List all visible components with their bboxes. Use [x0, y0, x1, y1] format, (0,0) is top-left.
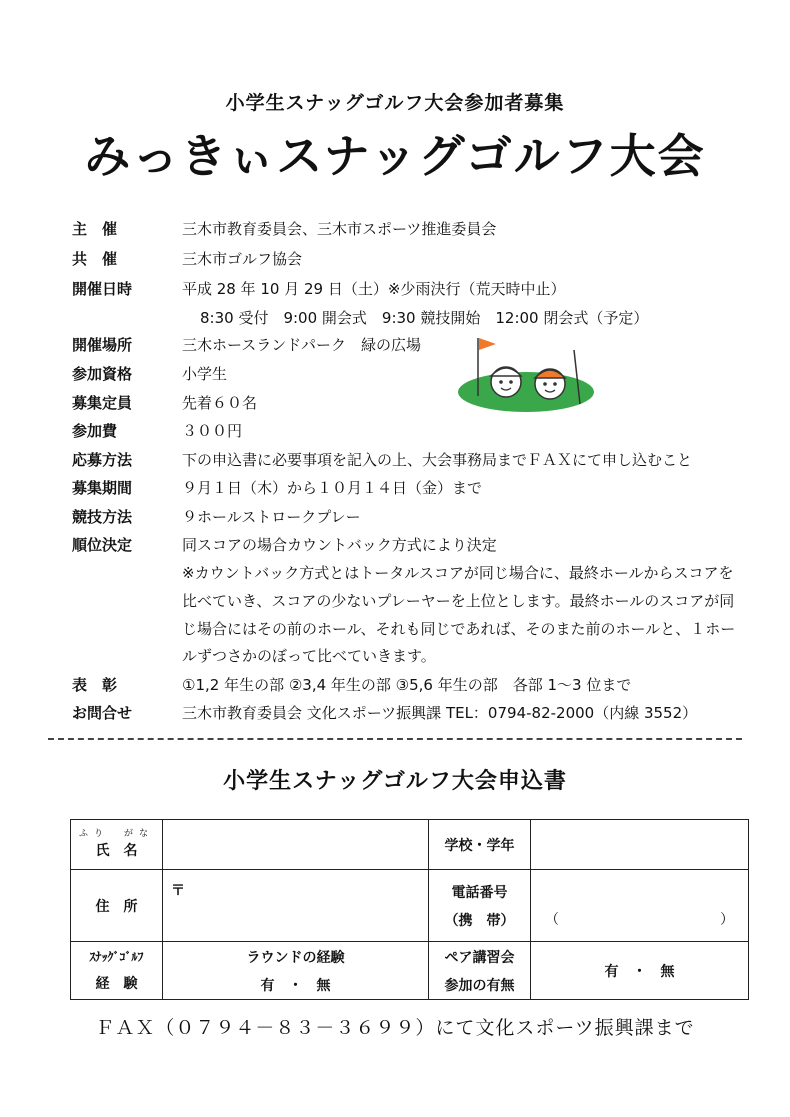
info-label: 開催日時	[72, 280, 133, 298]
name-ruby: ふり がな	[78, 829, 154, 839]
golf-mascots-illustration	[452, 334, 602, 416]
info-label: 募集定員	[72, 394, 133, 412]
postal-mark: 〒	[171, 883, 185, 899]
info-label: 参加資格	[72, 365, 133, 383]
info-label: 参加費	[72, 422, 118, 440]
paren-open: （	[545, 912, 559, 928]
info-label: 応募方法	[72, 451, 133, 469]
application-form	[70, 819, 749, 1000]
page-title: みっきぃスナッグゴルフ大会	[84, 129, 706, 183]
paren-close: ）	[720, 912, 734, 928]
name-input-cell[interactable]	[163, 820, 429, 870]
address-input-cell[interactable]	[163, 870, 429, 942]
flag-icon	[479, 338, 496, 350]
info-value: ①1,2 年生の部 ②3,4 年生の部 ③5,6 年生の部 各部 1～3 位まで	[182, 676, 632, 694]
info-value: 三木市教育委員会 文化スポーツ振興課 TEL：0794-82-2000（内線 3552）	[182, 704, 698, 722]
info-value: 平成 28 年 10 月 29 日（土）※少雨決行（荒天時中止）	[182, 280, 566, 298]
ranking-note-line: ※カウントバック方式とはトータルスコアが同じ場合に、最終ホールからスコアを	[182, 564, 734, 582]
phone-label-cell	[429, 870, 531, 942]
round-experience-cell[interactable]	[163, 942, 429, 1000]
info-value: ３００円	[182, 422, 243, 440]
info-value: 三木市教育委員会、三木市スポーツ推進委員会	[182, 220, 497, 238]
name-label-cell	[71, 820, 163, 870]
info-label: 競技方法	[72, 508, 133, 526]
info-value: 三木ホースランドパーク 緑の広場	[182, 336, 421, 354]
info-label: 順位決定	[72, 536, 133, 554]
info-label: 共 催	[72, 250, 118, 268]
phone-parens	[531, 909, 748, 929]
name-label: 氏 名	[95, 843, 138, 859]
round-yes-no[interactable]: 有 ・ 無	[260, 977, 331, 994]
pair-label2: 参加の有無	[444, 977, 515, 994]
round-label: ラウンドの経験	[246, 949, 345, 966]
info-value: 三木市ゴルフ協会	[182, 250, 303, 268]
info-value: 下の申込書に必要事項を記入の上、大会事務局までＦＡＸにて申し込むこと	[182, 451, 693, 469]
subtitle: 小学生スナッグゴルフ大会参加者募集	[225, 92, 565, 114]
cut-line	[48, 738, 742, 740]
pair-label: ペア講習会	[444, 949, 515, 966]
pair-label-cell	[429, 942, 531, 1000]
info-value: 同スコアの場合カウントバック方式により決定	[182, 536, 497, 554]
info-label: 開催場所	[72, 336, 133, 354]
mascot-left	[491, 367, 521, 397]
address-label: 住 所	[71, 870, 163, 942]
info-value: ９ホールストロークプレー	[182, 508, 361, 526]
mobile-label: （携 帯）	[444, 912, 515, 929]
experience-label: 経 験	[95, 976, 138, 992]
ranking-note-line: 比べていき、スコアの少ないプレーヤーを上位とします。最終ホールのスコアが同	[182, 592, 735, 610]
info-label: 募集期間	[72, 479, 133, 497]
info-value: 先着６０名	[182, 394, 258, 412]
snag-label-cell	[71, 942, 163, 1000]
school-input-cell[interactable]	[531, 820, 749, 870]
info-value: ９月１日（木）から１０月１４日（金）まで	[182, 479, 483, 497]
snag-label: ｽﾅｯｸﾞｺﾞﾙﾌ	[89, 950, 144, 964]
phone-label: 電話番号	[451, 884, 508, 901]
ranking-note-line: ルずつさかのぼって比べていきます。	[182, 647, 436, 665]
phone-input-cell[interactable]	[531, 870, 749, 942]
form-title: 小学生スナッグゴルフ大会申込書	[223, 769, 567, 794]
schedule-line: 8:30 受付 9:00 開会式 9:30 競技開始 12:00 閉会式（予定）	[200, 309, 649, 327]
fax-line: ＦＡＸ（０７９４－８３－３６９９）にて文化スポーツ振興課まで	[95, 1017, 695, 1039]
info-label: 表 彰	[72, 676, 118, 694]
info-label: お問合せ	[72, 704, 133, 722]
ranking-note-line: じ場合にはその前のホール、それも同じであれば、そのまた前のホールと、１ホー	[182, 620, 736, 638]
pair-yes-no[interactable]: 有 ・ 無	[531, 942, 749, 1000]
school-label: 学校・学年	[429, 820, 531, 870]
info-label: 主 催	[72, 220, 118, 238]
info-value: 小学生	[182, 365, 228, 383]
